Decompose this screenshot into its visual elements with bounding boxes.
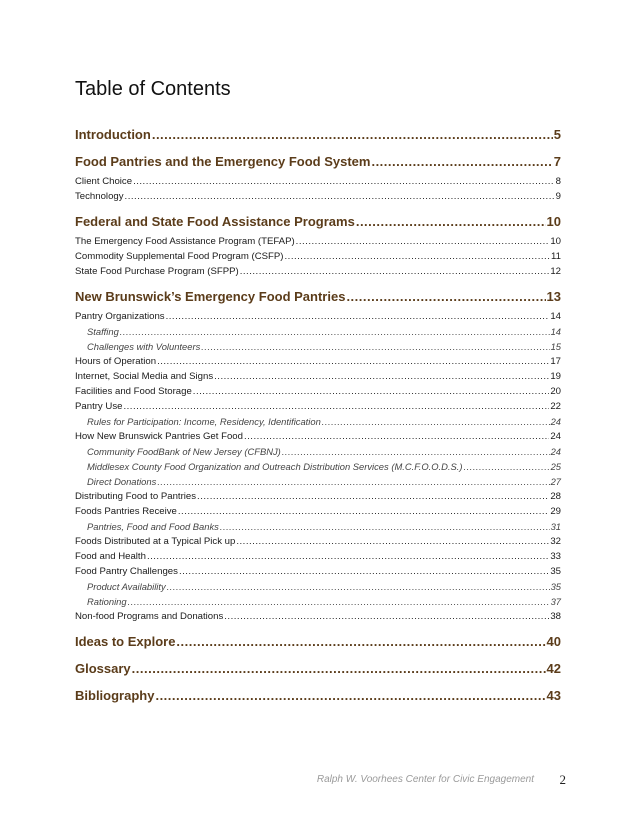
toc-entry-title: Ideas to Explore xyxy=(75,634,176,649)
toc-entry[interactable] xyxy=(75,633,561,651)
toc-entry[interactable] xyxy=(75,459,561,474)
toc-entry-page: 13 xyxy=(546,289,561,304)
toc-entry-title: New Brunswick’s Emergency Food Pantries xyxy=(75,289,346,304)
dot-leader xyxy=(125,189,555,204)
toc-entry-title: Bibliography xyxy=(75,688,155,703)
toc-entry-page: 9 xyxy=(555,191,561,202)
toc-entry-page: 22 xyxy=(550,401,561,412)
toc-entry-page: 33 xyxy=(550,551,561,562)
dot-leader xyxy=(152,126,553,144)
toc-entry-title: Food and Health xyxy=(75,551,146,562)
toc-entry-page: 11 xyxy=(551,251,561,262)
toc-entry-page: 14 xyxy=(550,326,561,337)
toc-entry[interactable] xyxy=(75,489,561,504)
toc-entry[interactable] xyxy=(75,660,561,678)
toc-entry-title: Non-food Programs and Donations xyxy=(75,611,224,622)
footer-page-number: 2 xyxy=(559,772,566,787)
dot-leader xyxy=(220,519,550,534)
toc-entry-title: Client Choice xyxy=(75,176,133,187)
toc-entry-title: Federal and State Food Assistance Programs xyxy=(75,214,355,229)
toc-entry[interactable] xyxy=(75,414,561,429)
dot-leader xyxy=(128,594,550,609)
dot-leader xyxy=(201,339,549,354)
toc-entry[interactable] xyxy=(75,429,561,444)
toc-entry[interactable] xyxy=(75,399,561,414)
dot-leader xyxy=(133,174,555,189)
toc-entry-title: Food Pantries and the Emergency Food System xyxy=(75,154,371,169)
footer-text: Ralph W. Voorhees Center for Civic Engagement xyxy=(316,774,534,785)
dot-leader xyxy=(244,429,549,444)
toc-entry-title: Rules for Participation: Income, Residency, Identification xyxy=(87,416,321,427)
toc-entry[interactable] xyxy=(75,189,561,204)
toc-entry[interactable] xyxy=(75,264,561,279)
toc-entry[interactable] xyxy=(75,234,561,249)
dot-leader xyxy=(157,354,549,369)
dot-leader xyxy=(155,687,545,705)
dot-leader xyxy=(240,264,550,279)
toc-entry-title: Glossary xyxy=(75,661,131,676)
toc-entry[interactable] xyxy=(75,369,561,384)
toc-entry-page: 24 xyxy=(550,431,561,442)
toc-entry-title: Foods Pantries Receive xyxy=(75,506,177,517)
toc-entry-title: Internet, Social Media and Signs xyxy=(75,371,214,382)
toc-entry[interactable] xyxy=(75,687,561,705)
toc-entry-page: 38 xyxy=(550,611,561,622)
toc-entry-title: Community FoodBank of New Jersey (CFBNJ) xyxy=(87,446,281,457)
dot-leader xyxy=(236,534,549,549)
toc-entry[interactable] xyxy=(75,288,561,306)
toc-entry-title: Challenges with Volunteers xyxy=(87,341,201,352)
toc-entry-page: 31 xyxy=(550,521,561,532)
toc-entry[interactable] xyxy=(75,339,561,354)
toc-entry-page: 24 xyxy=(550,416,561,427)
toc-entry-title: Pantry Use xyxy=(75,401,123,412)
toc-entry-page: 5 xyxy=(553,127,561,142)
toc-entry[interactable] xyxy=(75,384,561,399)
toc-entry[interactable] xyxy=(75,609,561,624)
toc-entry-title: Commodity Supplemental Food Program (CSFP) xyxy=(75,251,284,262)
toc-entry-title: Food Pantry Challenges xyxy=(75,566,178,577)
toc-entry-page: 20 xyxy=(550,386,561,397)
toc-entry[interactable] xyxy=(75,213,561,231)
toc-entry-page: 7 xyxy=(553,154,561,169)
toc-entry-page: 40 xyxy=(546,634,561,649)
toc-entry[interactable] xyxy=(75,174,561,189)
toc-entry[interactable] xyxy=(75,519,561,534)
dot-leader xyxy=(166,309,550,324)
toc-entry-title: Distributing Food to Pantries xyxy=(75,491,197,502)
toc-entry[interactable] xyxy=(75,549,561,564)
toc-entry-page: 10 xyxy=(550,236,561,247)
toc-title: Table of Contents xyxy=(75,78,231,100)
toc-entry[interactable] xyxy=(75,474,561,489)
toc-entry-title: Facilities and Food Storage xyxy=(75,386,192,397)
toc-entry-page: 15 xyxy=(550,341,561,352)
dot-leader xyxy=(322,414,550,429)
toc-entry-title: Staffing xyxy=(87,326,119,337)
toc-entry-page: 43 xyxy=(546,688,561,703)
toc-entry[interactable] xyxy=(75,504,561,519)
toc-entry-title: Direct Donations xyxy=(87,476,157,487)
toc-entry-page: 19 xyxy=(550,371,561,382)
toc-entry-title: Pantries, Food and Food Banks xyxy=(87,521,219,532)
dot-leader xyxy=(147,549,549,564)
toc-entry-page: 37 xyxy=(550,596,561,607)
dot-leader xyxy=(464,459,550,474)
dot-leader xyxy=(356,213,546,231)
dot-leader xyxy=(346,288,545,306)
toc-entry-title: State Food Purchase Program (SFPP) xyxy=(75,266,239,277)
dot-leader xyxy=(176,633,545,651)
dot-leader xyxy=(157,474,549,489)
dot-leader xyxy=(120,324,550,339)
toc-entry[interactable] xyxy=(75,249,561,264)
toc-entry-page: 28 xyxy=(550,491,561,502)
toc-entry-title: Middlesex County Food Organization and Outreach Distribution Services (M.C.F.O.O.D.S.) xyxy=(87,461,463,472)
dot-leader xyxy=(167,579,550,594)
toc-entry-title: How New Brunswick Pantries Get Food xyxy=(75,431,243,442)
toc-entry-page: 35 xyxy=(550,566,561,577)
toc-entry[interactable] xyxy=(75,126,561,144)
toc-list xyxy=(75,126,561,708)
toc-entry-page: 14 xyxy=(550,311,561,322)
toc-entry-title: Technology xyxy=(75,191,124,202)
toc-entry[interactable] xyxy=(75,564,561,579)
dot-leader xyxy=(197,489,549,504)
toc-entry[interactable] xyxy=(75,153,561,171)
dot-leader xyxy=(214,369,549,384)
toc-entry-page: 32 xyxy=(550,536,561,547)
toc-entry-page: 25 xyxy=(550,461,561,472)
toc-entry-page: 42 xyxy=(546,661,561,676)
toc-entry-title: Product Availability xyxy=(87,581,166,592)
toc-entry[interactable] xyxy=(75,579,561,594)
toc-entry-page: 35 xyxy=(550,581,561,592)
dot-leader xyxy=(178,504,549,519)
dot-leader xyxy=(123,399,549,414)
dot-leader xyxy=(224,609,549,624)
toc-entry-page: 17 xyxy=(550,356,561,367)
toc-entry-title: Hours of Operation xyxy=(75,356,157,367)
dot-leader xyxy=(179,564,549,579)
dot-leader xyxy=(296,234,550,249)
dot-leader xyxy=(371,153,552,171)
toc-entry-page: 8 xyxy=(555,176,561,187)
toc-entry-title: Introduction xyxy=(75,127,151,142)
toc-entry[interactable] xyxy=(75,324,561,339)
page-footer xyxy=(0,772,638,788)
dot-leader xyxy=(193,384,550,399)
toc-entry[interactable] xyxy=(75,354,561,369)
toc-entry-page: 10 xyxy=(546,214,561,229)
dot-leader xyxy=(132,660,546,678)
dot-leader xyxy=(282,444,550,459)
toc-entry-page: 12 xyxy=(550,266,561,277)
toc-entry-title: Rationing xyxy=(87,596,127,607)
dot-leader xyxy=(284,249,550,264)
toc-entry-title: The Emergency Food Assistance Program (TEFAP) xyxy=(75,236,295,247)
toc-entry-page: 24 xyxy=(550,446,561,457)
toc-entry-page: 29 xyxy=(550,506,561,517)
toc-entry-page: 27 xyxy=(550,476,561,487)
toc-entry-title: Foods Distributed at a Typical Pick up xyxy=(75,536,236,547)
toc-entry-title: Pantry Organizations xyxy=(75,311,165,322)
toc-entry[interactable] xyxy=(75,309,561,324)
toc-entry[interactable] xyxy=(75,594,561,609)
toc-entry[interactable] xyxy=(75,444,561,459)
toc-entry[interactable] xyxy=(75,534,561,549)
